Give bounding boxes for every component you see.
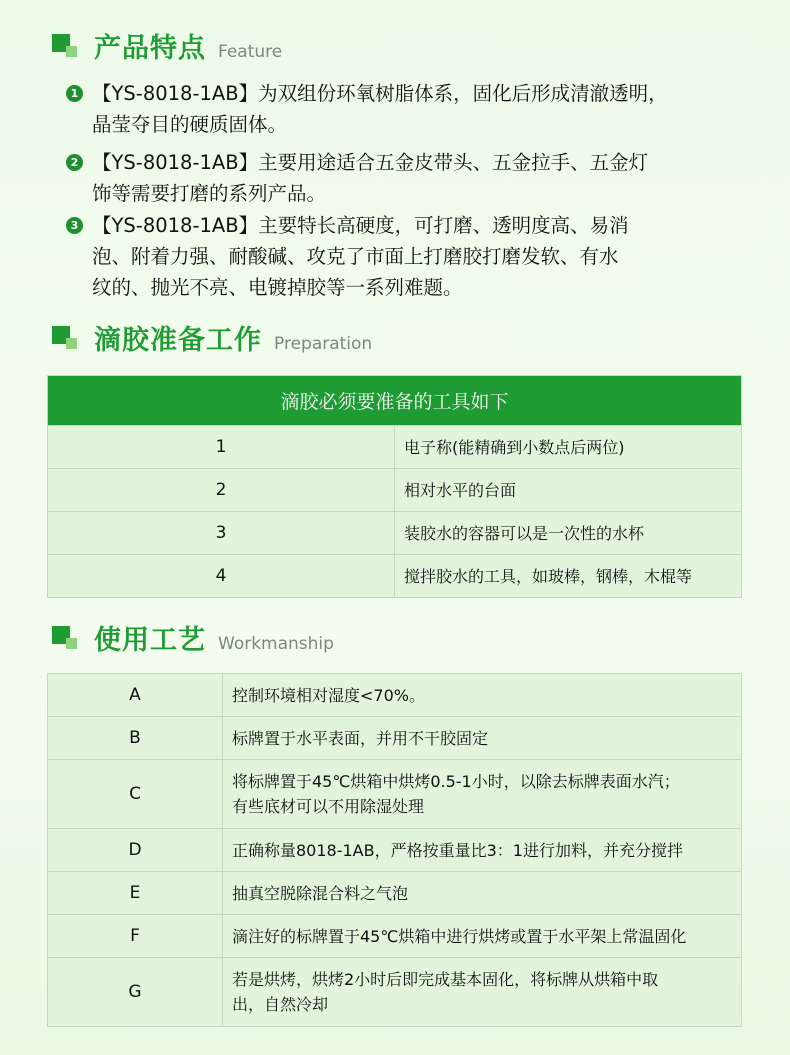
preparation-subtitle: Preparation bbox=[274, 334, 373, 354]
row-text: 控制环境相对湿度<70%。 bbox=[223, 674, 742, 717]
preparation-section-heading bbox=[52, 318, 372, 357]
workmanship-table bbox=[47, 673, 742, 1027]
table-row bbox=[48, 555, 742, 598]
tools-table-header: 滴胶必须要准备的工具如下 bbox=[48, 376, 742, 426]
table-row bbox=[48, 915, 742, 958]
feature-item-text: 【YS-8018-1AB】主要用途适合五金皮带头、五金拉手、五金灯 饰等需要打磨的系列产品。 bbox=[92, 151, 649, 205]
table-row bbox=[48, 958, 742, 1027]
row-text: 标牌置于水平表面，并用不干胶固定 bbox=[223, 717, 742, 760]
preparation-title: 滴胶准备工作 bbox=[94, 325, 262, 356]
feature-item-text: 【YS-8018-1AB】为双组份环氧树脂体系，固化后形成清澈透明， 晶莹夺目的硬质固体。 bbox=[92, 82, 668, 136]
table-row bbox=[48, 760, 742, 829]
row-text: 将标牌置于45℃烘箱中烘烤0.5-1小时，以除去标牌表面水汽； 有些底材可以不用除湿处理 bbox=[223, 760, 742, 829]
row-text: 相对水平的台面 bbox=[395, 469, 742, 512]
feature-title: 产品特点 bbox=[94, 33, 206, 64]
row-number: 3 bbox=[48, 512, 395, 555]
row-text: 电子称(能精确到小数点后两位) bbox=[395, 426, 742, 469]
feature-item-text: 【YS-8018-1AB】主要特长高硬度，可打磨、透明度高、易消 泡、附着力强、耐酸碱、攻克了市面上打磨胶打磨发软、有水 纹的、抛光不亮、电镀掉胶等一系列难题。 bbox=[92, 214, 629, 299]
row-text: 搅拌胶水的工具，如玻棒，钢棒，木棍等 bbox=[395, 555, 742, 598]
number-1-icon: 1 bbox=[66, 85, 83, 102]
row-text: 正确称量8018-1AB，严格按重量比3：1进行加料，并充分搅拌 bbox=[223, 829, 742, 872]
table-row bbox=[48, 717, 742, 760]
row-text: 若是烘烤，烘烤2小时后即完成基本固化，将标牌从烘箱中取 出，自然冷却 bbox=[223, 958, 742, 1027]
section-square-icon bbox=[52, 34, 78, 58]
row-text: 滴注好的标牌置于45℃烘箱中进行烘烤或置于水平架上常温固化 bbox=[223, 915, 742, 958]
row-text: 抽真空脱除混合料之气泡 bbox=[223, 872, 742, 915]
table-row bbox=[48, 674, 742, 717]
table-row bbox=[48, 512, 742, 555]
table-row bbox=[48, 829, 742, 872]
row-text: 装胶水的容器可以是一次性的水杯 bbox=[395, 512, 742, 555]
feature-item-1 bbox=[66, 78, 756, 140]
row-letter: E bbox=[48, 872, 223, 915]
row-letter: G bbox=[48, 958, 223, 1027]
table-row bbox=[48, 872, 742, 915]
row-letter: B bbox=[48, 717, 223, 760]
feature-subtitle: Feature bbox=[218, 42, 283, 62]
feature-section-heading bbox=[52, 26, 282, 65]
row-letter: A bbox=[48, 674, 223, 717]
section-square-icon bbox=[52, 626, 78, 650]
number-2-icon: 2 bbox=[66, 154, 83, 171]
row-number: 4 bbox=[48, 555, 395, 598]
workmanship-title: 使用工艺 bbox=[94, 625, 206, 656]
table-row bbox=[48, 426, 742, 469]
number-3-icon: 3 bbox=[66, 217, 83, 234]
section-square-icon bbox=[52, 326, 78, 350]
row-number: 2 bbox=[48, 469, 395, 512]
tools-table bbox=[47, 375, 742, 598]
workmanship-subtitle: Workmanship bbox=[218, 634, 334, 654]
row-letter: D bbox=[48, 829, 223, 872]
row-letter: C bbox=[48, 760, 223, 829]
feature-item-2 bbox=[66, 147, 756, 209]
row-number: 1 bbox=[48, 426, 395, 469]
workmanship-section-heading bbox=[52, 618, 334, 657]
table-row bbox=[48, 469, 742, 512]
row-letter: F bbox=[48, 915, 223, 958]
feature-item-3 bbox=[66, 210, 756, 303]
